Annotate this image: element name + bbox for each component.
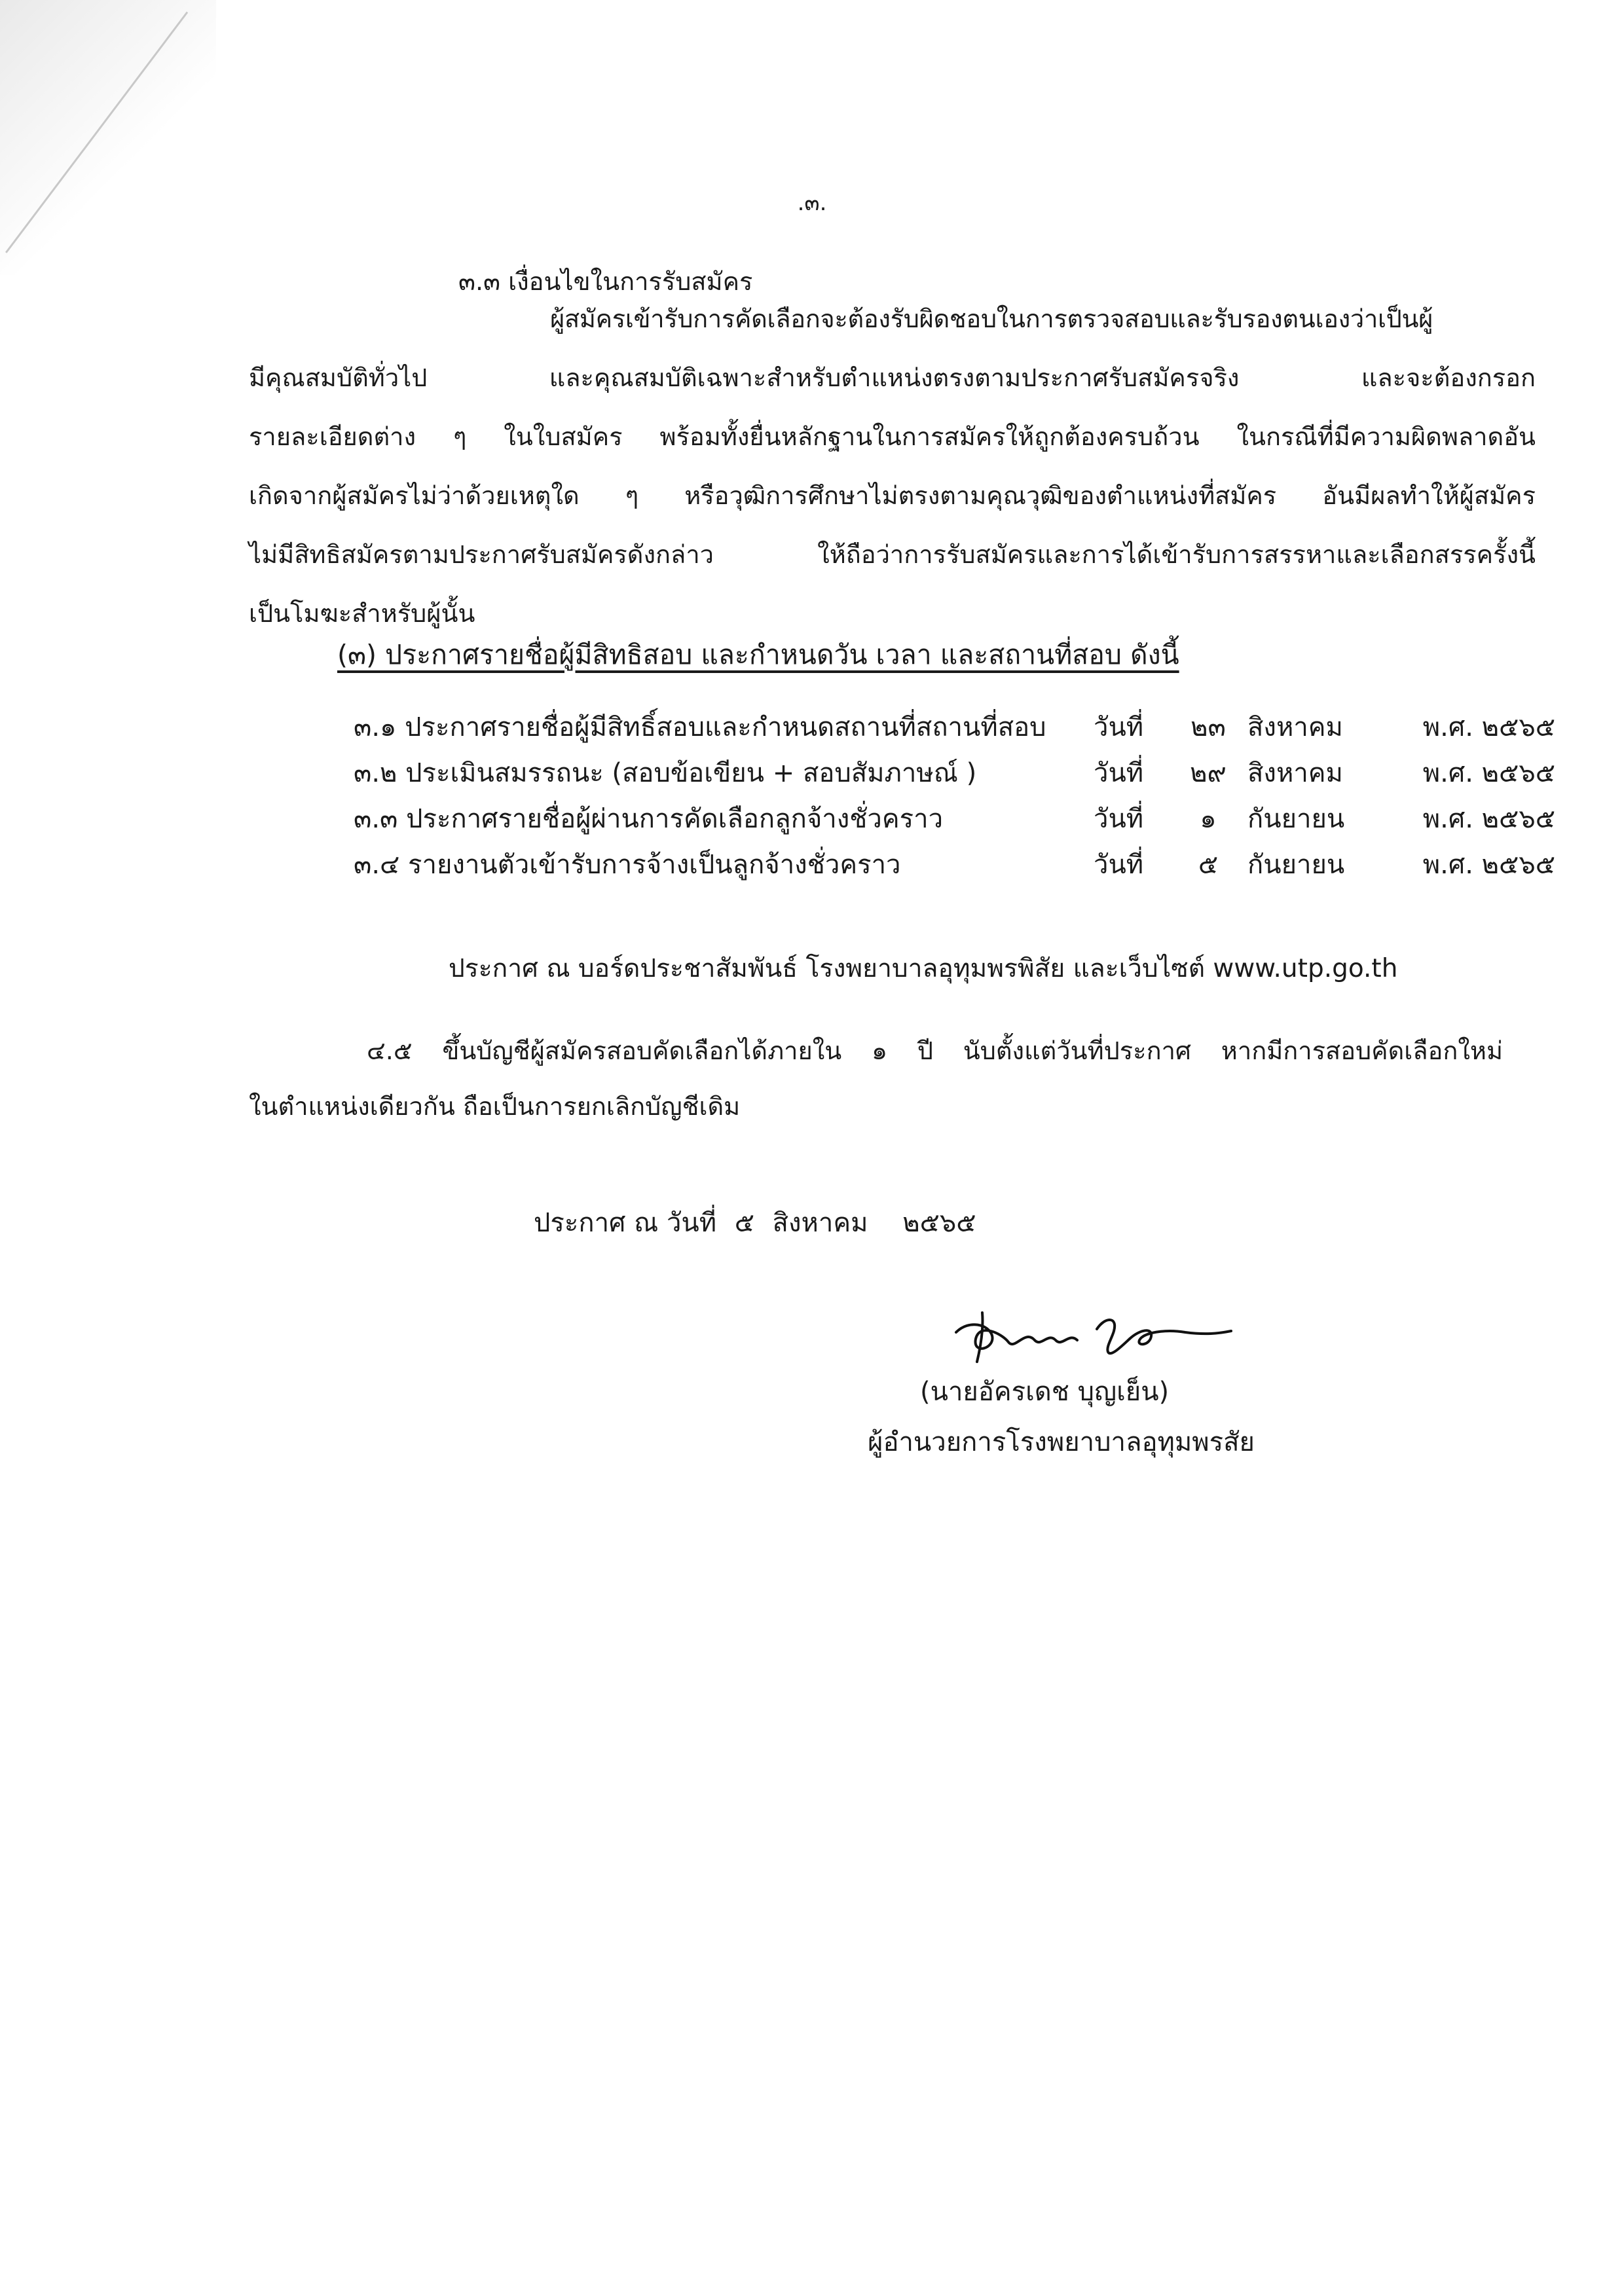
schedule-day: ๕ (1198, 850, 1219, 880)
signer-title: ผู้อำนวยการโรงพยาบาลอุทุมพรสัย (868, 1427, 1255, 1457)
signer-name: (นายอัครเดช บุญเย็น) (920, 1377, 1170, 1407)
section-45-line: ในตำแหน่งเดียวกัน ถือเป็นการยกเลิกบัญชีเดิม (249, 1092, 741, 1121)
section-45-line: ๔.๕ ขึ้นบัญชีผู้สมัครสอบคัดเลือกได้ภายใน ๑ ปี นับตั้งแต่วันที่ประกาศ หากมีการสอบคัดเลือกใหม่ (367, 1036, 1503, 1065)
section-33-paragraph-line: เกิดจากผู้สมัครไม่ว่าด้วยเหตุใด ๆ หรือวุฒิการศึกษาไม่ตรงตามคุณวุฒิของตำแหน่งที่สมัคร อันมีผลทำให้ผู้สมัคร (249, 481, 1536, 510)
section-33-paragraph-line: เป็นโมฆะสำหรับผู้นั้น (249, 599, 475, 628)
schedule-row (354, 797, 1555, 837)
schedule-wan: วันที่ (1094, 850, 1144, 880)
schedule-month: กันยายน (1247, 850, 1345, 880)
schedule-year: พ.ศ. ๒๕๖๕ (1422, 712, 1555, 742)
schedule-day: ๑ (1200, 804, 1217, 834)
schedule-day: ๒๓ (1190, 712, 1226, 742)
schedule-label: ๓.๔ รายงานตัวเข้ารับการจ้างเป็นลูกจ้างชั่วคราว (354, 850, 901, 880)
section-33-paragraph-line: ผู้สมัครเข้ารับการคัดเลือกจะต้องรับผิดชอบในการตรวจสอบและรับรองตนเองว่าเป็นผู้ (550, 304, 1433, 333)
schedule-year: พ.ศ. ๒๕๖๕ (1422, 850, 1555, 880)
schedule-wan: วันที่ (1094, 712, 1144, 742)
schedule-year: พ.ศ. ๒๕๖๕ (1422, 758, 1555, 788)
folded-corner (0, 0, 216, 275)
schedule-month: สิงหาคม (1247, 712, 1343, 742)
schedule-wan: วันที่ (1094, 758, 1144, 788)
schedule-day: ๒๙ (1190, 758, 1227, 788)
section-33-paragraph-line: ไม่มีสิทธิสมัครตามประกาศรับสมัครดังกล่าว ให้ถือว่าการรับสมัครและการได้เข้ารับการสรรหาและเลือกสรรครั้งนี้ (249, 540, 1536, 569)
schedule-label: ๓.๒ ประเมินสมรรถนะ (สอบข้อเขียน + สอบสัมภาษณ์ ) (354, 758, 977, 788)
announce-date-month: สิงหาคม (772, 1208, 868, 1238)
schedule-label: ๓.๑ ประกาศรายชื่อผู้มีสิทธิ์สอบและกำหนดสถานที่สถานที่สอบ (354, 712, 1046, 742)
section-33-paragraph-line: รายละเอียดต่าง ๆ ในใบสมัคร พร้อมทั้งยื่นหลักฐานในการสมัครให้ถูกต้องครบถ้วน ในกรณีที่มีความผิดพลาดอัน (249, 422, 1536, 451)
page-number: .๓. (797, 190, 827, 216)
section-33-paragraph-line: มีคุณสมบัติทั่วไป และคุณสมบัติเฉพาะสำหรับตำแหน่งตรงตามประกาศรับสมัครจริง และจะต้องกรอก (249, 363, 1536, 392)
announce-date-day: ๕ (734, 1208, 754, 1238)
schedule-row (354, 706, 1555, 745)
announce-location: ประกาศ ณ บอร์ดประชาสัมพันธ์ โรงพยาบาลอุทุมพรพิสัย และเว็บไซต์ www.utp.go.th (449, 954, 1398, 983)
schedule-month: สิงหาคม (1247, 758, 1343, 788)
schedule-wan: วันที่ (1094, 804, 1144, 834)
schedule-label: ๓.๓ ประกาศรายชื่อผู้ผ่านการคัดเลือกลูกจ้างชั่วคราว (354, 804, 944, 834)
announce-date-year: ๒๕๖๕ (902, 1208, 976, 1238)
announce-date (534, 1207, 976, 1239)
schedule-year: พ.ศ. ๒๕๖๕ (1422, 804, 1555, 834)
section-33-title: ๓.๓ เงื่อนไขในการรับสมัคร (458, 267, 753, 296)
schedule-row (354, 752, 1555, 791)
schedule-month: กันยายน (1247, 804, 1345, 834)
schedule-row (354, 843, 1555, 883)
announce-date-prefix: ประกาศ ณ วันที่ (534, 1208, 717, 1238)
section-3-heading: (๓) ประกาศรายชื่อผู้มีสิทธิสอบ และกำหนดวัน เวลา และสถานที่สอบ ดังนี้ (337, 639, 1179, 670)
